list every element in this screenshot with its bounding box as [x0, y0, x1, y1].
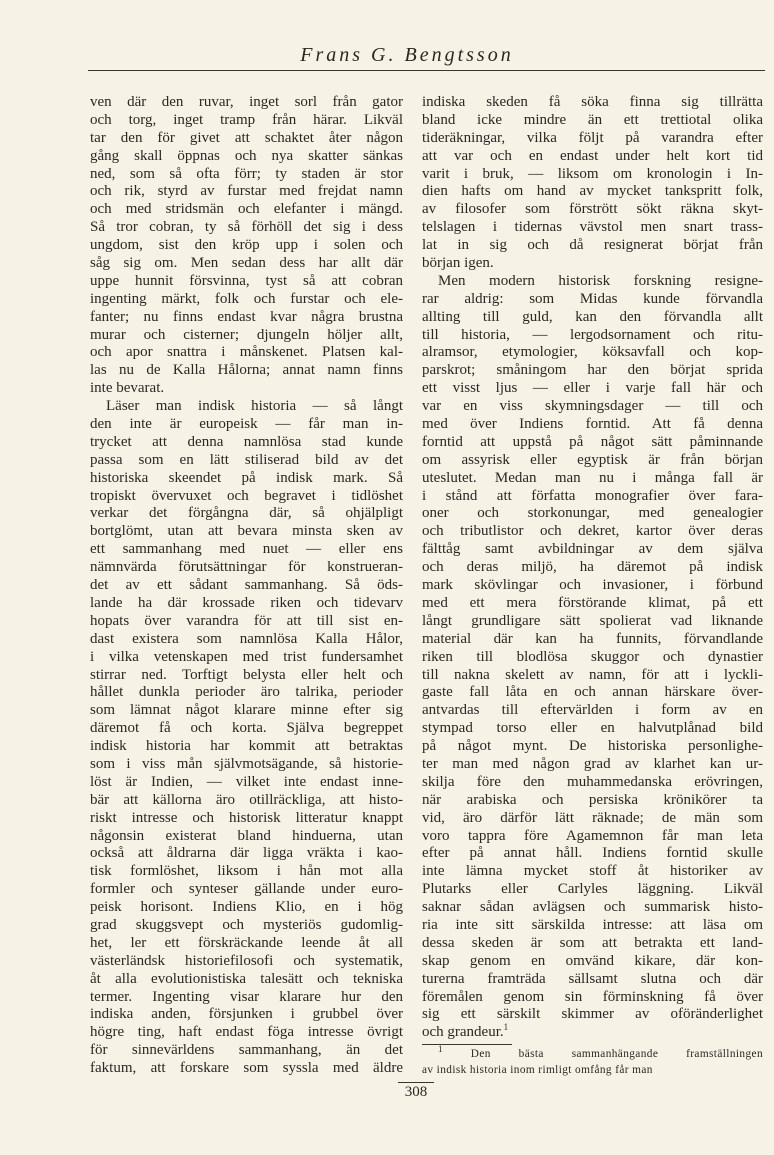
text-line	[422, 738, 763, 756]
text-line	[422, 881, 763, 899]
text-line	[90, 166, 403, 184]
page-number: 308	[404, 1084, 428, 1100]
text-line-content: uteslutet. Medan man nu i många fall är	[422, 469, 763, 486]
text-line-content: fälttåg samt avbildningar av dem själva	[422, 541, 763, 558]
text-line-content: allting till guld, kan den förvandla allt	[422, 308, 763, 325]
text-line-content: telslagen i tidernas vävstol men snart trass-	[422, 219, 763, 236]
text-line	[90, 488, 403, 506]
text-line-content: bortglömt, utan att bevara minsta sken av	[90, 523, 403, 540]
text-line	[90, 810, 403, 828]
text-line	[90, 255, 403, 273]
text-line-content: såg sig om. Men sedan dess har allt där	[90, 255, 403, 272]
text-line	[422, 452, 763, 470]
text-line	[90, 219, 403, 237]
text-line-content: mark skövlingar och invasioner, i förbund	[422, 577, 763, 594]
text-line	[422, 273, 763, 291]
text-line	[90, 183, 403, 201]
footnote-text: Den bästa sammanhängande framställningen	[470, 1048, 763, 1060]
text-line-content: inte bevarat.	[90, 380, 165, 397]
text-line-content: det av ett sådant sammanhang. Så öds-	[90, 577, 403, 594]
text-line-content: indisk historia har kommit att betraktas	[90, 738, 403, 755]
text-line-content: material där kan ha funnits, förvandlande	[422, 630, 763, 647]
text-line	[422, 774, 763, 792]
text-line	[90, 702, 403, 720]
text-line	[90, 523, 403, 541]
text-line-content: som lämnat något klarare minne efter sig	[90, 702, 403, 719]
text-line	[422, 899, 763, 917]
text-line	[422, 792, 763, 810]
text-line	[90, 94, 403, 112]
text-line-content: stirrar ned. Torftigt belysta eller helt och	[90, 666, 403, 683]
paragraph	[90, 398, 403, 1078]
text-line-content: historiska skeendet på indisk mark. Så	[90, 469, 403, 486]
text-line-content: skilja före den muhammedanska erövringen,	[422, 773, 763, 790]
text-line	[422, 237, 763, 255]
text-line	[90, 989, 403, 1007]
text-line-content: när arabiska och persiska krönikörer ta	[422, 791, 763, 808]
text-line-content: och apor snattra i månskenet. Platsen kal-	[90, 344, 403, 361]
text-line	[90, 899, 403, 917]
text-line-content: ven där den ruvar, inget sorl från gator	[90, 94, 403, 110]
text-line	[422, 523, 763, 541]
text-line-content: åt alla evolutionistiska talesätt och tekniska	[90, 970, 403, 987]
text-line	[90, 291, 403, 309]
text-line-content: att var och en endast under helt kort tid	[422, 147, 763, 164]
text-line	[422, 94, 763, 112]
text-line-content: i vilka vetenskapen med trist fundersamhet	[90, 648, 403, 665]
text-line-content: peisk horisont. Indiens Klio, en i hög	[90, 899, 403, 916]
text-line	[90, 505, 403, 523]
text-line-content: däremot få och korta. Själva begreppet	[90, 720, 403, 737]
text-line	[90, 881, 403, 899]
text-line-content: fanter; nu finns endast kvar några brustna	[90, 308, 403, 325]
footnote-rule	[422, 1044, 512, 1045]
text-line-content: grad skuggsvept och mysteriös gudomlig-	[90, 916, 403, 933]
text-line-content: verkar det förgångna där, så ohjälpligt	[90, 505, 403, 522]
text-line	[90, 935, 403, 953]
text-line-content: saknar sådan avlägsen och summarisk histo-	[422, 899, 763, 916]
text-line-content: som i viss mån självmotsägande, så historie-	[90, 755, 403, 772]
text-line-content: någonsin existerat bland hinduerna, utan	[90, 827, 403, 844]
text-line	[90, 541, 403, 559]
text-line	[90, 416, 403, 434]
text-line-content: och tributlistor och dekret, kartor över deras	[422, 523, 763, 540]
text-line	[90, 684, 403, 702]
text-line	[90, 237, 403, 255]
text-line-content: voro tappra före Agamemnon får man leta	[422, 827, 763, 844]
text-line	[90, 398, 403, 416]
text-line-content: högre ting, haft endast föga intresse övrigt	[90, 1024, 403, 1041]
text-line	[422, 577, 763, 595]
text-line-content: antvardas till eftervärlden i form av en	[422, 702, 763, 719]
text-line	[90, 362, 403, 380]
text-line	[422, 845, 763, 863]
text-line	[422, 828, 763, 846]
text-line	[422, 398, 763, 416]
paragraph	[90, 94, 403, 398]
text-line-content: början igen.	[422, 255, 494, 272]
text-line	[90, 667, 403, 685]
text-line-content: ria inte sitt särskilda intresse: att läsa om	[422, 916, 763, 933]
text-line-content: med ett mera förstörande klimat, på ett	[422, 594, 763, 611]
text-line-content: tideräkningar, vilka följt på varandra efter	[422, 129, 763, 146]
text-line	[422, 470, 763, 488]
text-line	[90, 559, 403, 577]
paragraph	[422, 94, 763, 273]
text-line	[422, 720, 763, 738]
text-line-content: ungdom, sist den kröp upp i solen och	[90, 237, 403, 254]
text-line	[90, 273, 403, 291]
footnote-line-2: av indisk historia inom rimligt omfång får man	[422, 1064, 653, 1076]
text-line	[90, 434, 403, 452]
text-line	[422, 327, 763, 345]
text-line-content: var en viss skymningsdager — till och	[422, 398, 763, 415]
footnote-line-1	[422, 1046, 763, 1062]
text-line-content: också att åldrarna där ligga vräkta i kao-	[90, 845, 403, 862]
text-line-content: rar aldrig: som Midas kunde förvandla	[422, 290, 763, 307]
text-line	[422, 541, 763, 559]
text-line-content: ter man med någon grad av klarhet kan ur-	[422, 755, 763, 772]
text-line-content: ingenting märkt, folk och furstar och ele-	[90, 290, 403, 307]
text-line-content: av filosofer som förstrött sökt räkna skyt-	[422, 201, 763, 218]
text-line	[422, 291, 763, 309]
text-line	[90, 828, 403, 846]
page-number-rule	[398, 1082, 434, 1083]
text-line	[90, 756, 403, 774]
text-line	[422, 917, 763, 935]
text-line-content: tropiskt övervuxet och begravet i tidlöshet	[90, 487, 403, 504]
paragraph	[422, 273, 763, 1042]
footnote-marker: 1	[438, 1044, 443, 1055]
text-line-content: hopats över varandra för att till sist en-	[90, 612, 403, 629]
text-line-content: termer. Ingenting visar klarare hur den	[90, 988, 403, 1005]
text-line-content: långt grundligare sätt spolierat vad liknande	[422, 612, 763, 629]
text-line-content: efter på annat håll. Indiens forntid skulle	[422, 845, 763, 862]
right-column	[422, 94, 763, 1042]
text-line	[90, 344, 403, 362]
text-line-content: dast existera som namnlösa Kalla Hålor,	[90, 630, 403, 647]
text-line-content: uppe hunnit försvinna, tyst så att cobran	[90, 272, 403, 289]
text-line-content: västerländsk historiefilosofi och systematik,	[90, 952, 403, 969]
text-line	[422, 971, 763, 989]
text-line	[90, 380, 403, 398]
text-line	[422, 667, 763, 685]
text-line-content: lande ha där krossade riken och tidevarv	[90, 594, 403, 611]
text-line	[90, 971, 403, 989]
text-line	[422, 344, 763, 362]
text-line-content: murar och cisterner; djungeln höljer allt,	[90, 326, 403, 343]
text-line-content: varit i bruk, — liksom om kronologin i In-	[422, 165, 763, 182]
text-line	[90, 327, 403, 345]
text-line-content: nämnvärda förutsättningar för konstrueran-	[90, 559, 403, 576]
text-line-content: hållet dunkla perioder äro talrika, perioder	[90, 684, 403, 701]
text-line	[90, 774, 403, 792]
text-line-content: dien hafts om hand av mycket tankspritt folk,	[422, 183, 763, 200]
text-line-content: ett sammanhang med nuet — eller ens	[90, 541, 403, 558]
text-line-content: riskt intresse och historisk litteratur knappt	[90, 809, 403, 826]
text-line	[90, 201, 403, 219]
text-line	[90, 1042, 403, 1060]
text-line	[422, 631, 763, 649]
text-line	[422, 309, 763, 327]
text-line	[90, 845, 403, 863]
text-line	[90, 631, 403, 649]
text-line-content: stympad torso eller en halvutplånad bild	[422, 720, 763, 737]
text-line-content: föremålen genom sin förminskning få över	[422, 988, 763, 1005]
text-line-content: om assyrisk eller egyptisk är från början	[422, 451, 763, 468]
text-line-content: inte lämna mycket stoff åt historiker av	[422, 863, 763, 880]
text-line-content: och deras miljö, ha däremot på indisk	[422, 559, 763, 576]
text-line	[90, 953, 403, 971]
text-line	[90, 738, 403, 756]
text-line	[90, 649, 403, 667]
text-line	[422, 863, 763, 881]
text-line	[422, 183, 763, 201]
text-line	[422, 989, 763, 1007]
text-line	[90, 613, 403, 631]
text-line	[422, 130, 763, 148]
text-line-content: med över Indiens forntid. Att få denna	[422, 416, 763, 433]
text-line	[422, 702, 763, 720]
text-line	[422, 684, 763, 702]
text-line-content: och grandeur.	[422, 1024, 504, 1041]
footnote	[422, 1046, 763, 1078]
text-line-content: alramsor, etymologier, köksavfall och kop-	[422, 344, 763, 361]
text-line-content: ned, som så ofta förr; ty staden är stor	[90, 165, 403, 182]
footnote-reference[interactable]: 1	[503, 1022, 509, 1033]
text-line-content: i stånd att författa monografier över fara-	[422, 487, 763, 504]
text-line	[90, 1006, 403, 1024]
text-line	[90, 917, 403, 935]
text-line-content: trycket att denna namnlösa stad kunde	[90, 433, 403, 450]
text-line-content: och rik, styrd av furstar med frejdat namn	[90, 183, 403, 200]
text-line-content: den inte är europeisk — får man in-	[90, 416, 403, 433]
text-line	[90, 1060, 403, 1078]
text-line-content: faktum, att forskare som syssla med äldre	[90, 1060, 403, 1077]
text-line	[90, 148, 403, 166]
text-line	[422, 1006, 763, 1024]
text-line	[422, 112, 763, 130]
text-line-content: för sinnevärldens sammanhang, än det	[90, 1042, 403, 1059]
text-line	[422, 505, 763, 523]
text-line-content: skap genom en omvänd kikare, där kon-	[422, 952, 763, 969]
text-line-content: på något mynt. De historiska personlighe-	[422, 738, 763, 755]
text-line-content: Så tror cobran, ty så förhöll det sig i dess	[90, 219, 403, 236]
text-line	[422, 488, 763, 506]
text-line-content: indiska skeden få söka finna sig tillrätta	[422, 94, 763, 110]
text-line-content: las nu de Kalla Hålorna; annat namn finns	[90, 362, 403, 379]
text-line-content: vid, äro därför lätt räknade; de män som	[422, 809, 763, 826]
text-line	[422, 613, 763, 631]
text-line-content: formler och synteser gällande under euro-	[90, 881, 403, 898]
text-line-content: tar den för givet att schaktet åter någon	[90, 129, 403, 146]
text-line-content: till nakna skelett av namn, för att i lyckli-	[422, 666, 763, 683]
text-line-content: bär att källorna äro otillräckliga, att histo-	[90, 791, 403, 808]
text-line	[90, 130, 403, 148]
text-line-content: Plutarks eller Carlyles läggning. Likväl	[422, 881, 763, 898]
text-line	[422, 953, 763, 971]
text-line	[90, 577, 403, 595]
text-line	[422, 935, 763, 953]
text-line-content: bland icke mindre än ett trettiotal olika	[422, 111, 763, 128]
text-line	[422, 649, 763, 667]
text-line-content: Läser man indisk historia — så långt	[106, 398, 403, 415]
text-line	[422, 148, 763, 166]
text-line	[90, 792, 403, 810]
text-line	[422, 201, 763, 219]
text-line-content: riken till blodlösa skuggor och dynastier	[422, 648, 763, 665]
text-line-content: het, ler ett förskräckande leende åt all	[90, 934, 403, 951]
running-title: Frans G. Bengtsson	[300, 44, 514, 66]
text-line-content: dessa skeden är som att betrakta ett land-	[422, 934, 763, 951]
text-line-content: oner och storkonungar, med genealogier	[422, 505, 763, 522]
text-line-content: turerna framträda sällsamt slutna och där	[422, 970, 763, 987]
text-line-content: gång skall öppnas och nya skatter sänkas	[90, 147, 403, 164]
text-line	[422, 380, 763, 398]
text-line-content: parskrot; småningom har den börjat sprida	[422, 362, 763, 379]
text-line-content: och torg, inget tramp från härar. Likväl	[90, 111, 403, 128]
text-line	[422, 255, 763, 273]
text-line	[90, 595, 403, 613]
text-line-content: och med stridsmän och elefanter i mängd.	[90, 201, 403, 218]
text-line	[90, 470, 403, 488]
text-line	[422, 219, 763, 237]
text-line	[422, 756, 763, 774]
text-line	[422, 1024, 763, 1042]
text-line-content: ett visst ljus — eller i varje fall här och	[422, 380, 763, 397]
left-column	[90, 94, 403, 1078]
text-line	[90, 112, 403, 130]
text-line-content: indiska anden, försjunken i grubbel över	[90, 1006, 403, 1023]
text-line-content: till historia, — lergodsornament och ritu-	[422, 326, 763, 343]
text-line	[422, 166, 763, 184]
text-line-content: forntid att uppstå på något sätt påminnande	[422, 433, 763, 450]
text-line	[422, 810, 763, 828]
text-line-content: löst är Indien, — vilket inte endast inne-	[90, 773, 403, 790]
text-line-content: Men modern historisk forskning resigne-	[438, 272, 763, 289]
text-line-content: tisk formlöshet, liksom i hån mot alla	[90, 863, 403, 880]
text-line	[90, 309, 403, 327]
text-line	[422, 595, 763, 613]
text-line	[90, 720, 403, 738]
text-line-content: sig ett särskilt skimmer av oföränderlighet	[422, 1006, 763, 1023]
text-line	[90, 452, 403, 470]
text-line	[422, 434, 763, 452]
text-line	[90, 863, 403, 881]
text-line	[90, 1024, 403, 1042]
text-line	[422, 362, 763, 380]
header-rule	[88, 70, 765, 71]
text-line	[422, 416, 763, 434]
text-line-content: gaste fall låta en och annan härskare över-	[422, 684, 763, 701]
text-line-content: passa som en lätt stiliserad bild av det	[90, 451, 403, 468]
text-line-content: lat in sig och då resignerat börjat från	[422, 237, 763, 254]
text-line	[422, 559, 763, 577]
